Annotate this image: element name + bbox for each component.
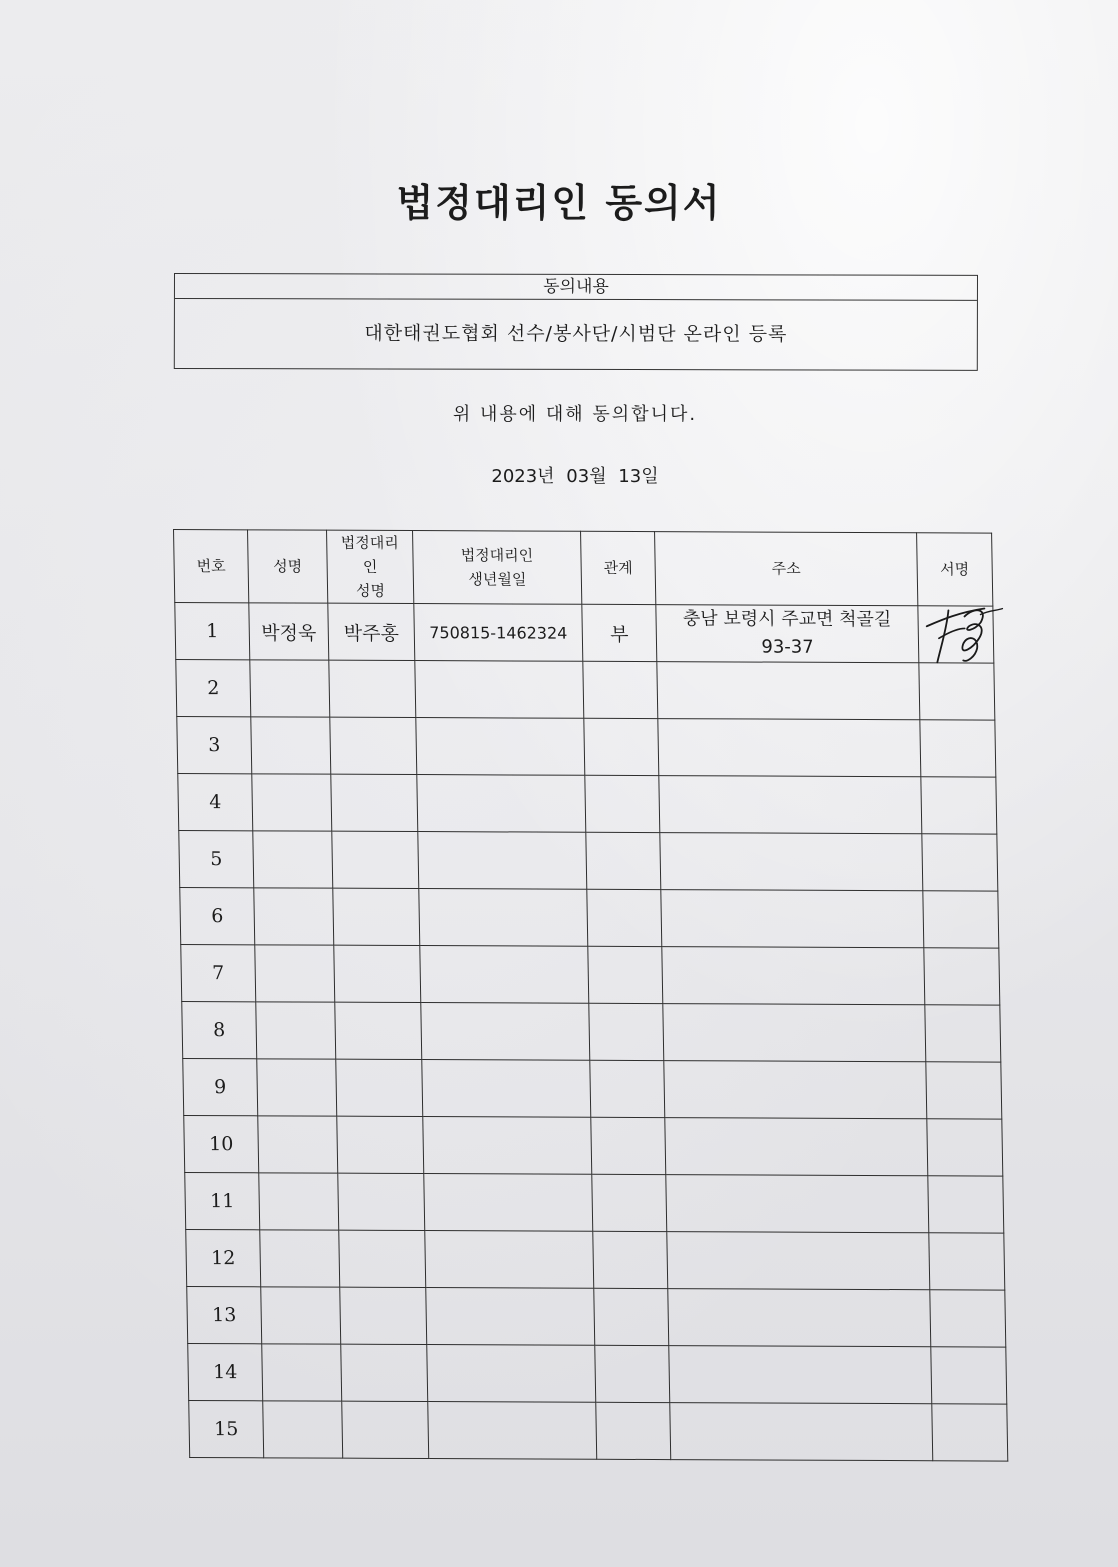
row-number: 5 [179, 830, 254, 887]
row-number: 15 [189, 1400, 264, 1457]
row-name [259, 1173, 339, 1230]
row-guardian-birth [426, 1288, 595, 1346]
row-guardian-name [337, 1116, 424, 1173]
table-row [175, 603, 994, 664]
table-row [189, 1400, 1008, 1461]
consent-date: 2023년 03월 13일 [491, 466, 659, 487]
row-signature [919, 663, 995, 720]
row-signature [921, 777, 997, 834]
row-address [664, 1061, 927, 1119]
row-relation [590, 1060, 665, 1117]
row-relation [589, 1003, 664, 1060]
row-name [256, 1002, 336, 1059]
row-guardian-name [342, 1401, 429, 1458]
row-address [660, 833, 923, 891]
table-row [185, 1172, 1004, 1233]
header-guardian-name [327, 530, 414, 603]
row-number: 14 [188, 1343, 263, 1400]
row-relation [593, 1231, 668, 1288]
row-guardian-birth [420, 946, 589, 1004]
row-relation [596, 1402, 671, 1459]
row-name [258, 1116, 338, 1173]
row-address [666, 1175, 929, 1233]
table-row [180, 887, 999, 948]
row-guardian-birth [425, 1231, 594, 1289]
row-guardian-name [329, 660, 416, 717]
row-number: 8 [182, 1001, 257, 1058]
row-name [257, 1059, 337, 1116]
table-row [184, 1115, 1003, 1176]
consent-statement: 위 내용에 대해 동의합니다. [452, 404, 698, 425]
row-guardian-name [330, 717, 417, 774]
table-row [183, 1058, 1002, 1119]
row-number: 7 [181, 944, 256, 1001]
header-guardian-name-line2: 인 [362, 557, 378, 576]
row-signature [924, 948, 1000, 1005]
row-number: 10 [184, 1115, 259, 1172]
row-number: 6 [180, 887, 255, 944]
row-signature [920, 720, 996, 777]
table-row [176, 660, 995, 721]
row-address [659, 776, 922, 834]
row-signature [925, 1005, 1001, 1062]
row-guardian-name: 박주홍 [328, 603, 415, 660]
row-relation [587, 889, 662, 946]
row-number: 9 [183, 1058, 258, 1115]
guardian-table [173, 529, 1008, 1462]
table-row [179, 830, 998, 891]
row-guardian-birth [422, 1060, 591, 1118]
row-signature [928, 1176, 1004, 1233]
row-guardian-birth [421, 1003, 590, 1061]
row-guardian-birth [428, 1402, 597, 1460]
row-relation [588, 946, 663, 1003]
header-address: 주소 [655, 532, 918, 606]
row-address [663, 1004, 926, 1062]
row-name [253, 831, 333, 888]
row-relation [592, 1174, 667, 1231]
table-row [177, 717, 996, 778]
row-number: 12 [186, 1229, 261, 1286]
row-relation [595, 1345, 670, 1402]
row-name [250, 660, 330, 717]
row-signature [923, 891, 999, 948]
row-signature [929, 1233, 1005, 1290]
table-row [182, 1001, 1001, 1062]
row-address [661, 890, 924, 948]
row-guardian-birth [415, 661, 584, 719]
row-signature [922, 834, 998, 891]
row-address [657, 662, 920, 720]
row-number: 3 [177, 717, 252, 774]
row-relation [594, 1288, 669, 1345]
row-address [670, 1403, 933, 1461]
consent-content-text: 대한태권도협회 선수/봉사단/시범단 온라인 등록 [364, 322, 788, 346]
row-signature [927, 1119, 1003, 1176]
guardian-table-wrapper [173, 529, 1007, 1462]
row-number: 2 [176, 660, 251, 717]
header-relation: 관계 [581, 531, 656, 604]
row-number: 1 [175, 603, 250, 660]
row-number: 11 [185, 1172, 260, 1229]
row-number: 4 [178, 773, 253, 830]
row-name [251, 717, 331, 774]
row-address [658, 719, 921, 777]
row-name [261, 1287, 341, 1344]
document-title: 법정대리인 동의서 [396, 181, 722, 225]
row-guardian-birth [423, 1117, 592, 1175]
row-relation [591, 1117, 666, 1174]
table-header-row [174, 530, 993, 607]
table-row [186, 1229, 1005, 1290]
header-guardian-birth [413, 531, 582, 605]
header-number: 번호 [174, 530, 249, 603]
row-guardian-name [340, 1287, 427, 1344]
row-guardian-birth [424, 1174, 593, 1232]
row-guardian-name [338, 1173, 425, 1230]
row-name [255, 945, 335, 1002]
row-signature [931, 1347, 1007, 1404]
row-guardian-birth [416, 718, 585, 776]
row-guardian-name [331, 774, 418, 831]
row-guardian-birth [417, 775, 586, 833]
row-name [254, 888, 334, 945]
row-address [656, 605, 919, 663]
table-row [188, 1343, 1007, 1404]
row-name [262, 1344, 342, 1401]
row-address [668, 1289, 931, 1347]
header-name: 성명 [248, 530, 328, 603]
row-name [260, 1230, 340, 1287]
row-address [665, 1118, 928, 1176]
row-signature [918, 606, 994, 663]
row-relation [583, 661, 658, 718]
header-guardian-name-line1: 법정대리 [340, 533, 399, 552]
table-row [181, 944, 1000, 1005]
row-guardian-birth [419, 889, 588, 947]
consent-content-box [174, 273, 978, 371]
row-guardian-birth: 750815-1462324 [414, 604, 583, 662]
row-guardian-name [341, 1344, 428, 1401]
row-relation [586, 832, 661, 889]
row-guardian-birth [427, 1345, 596, 1403]
row-address [669, 1346, 932, 1404]
row-guardian-name [333, 888, 420, 945]
row-signature [926, 1062, 1002, 1119]
row-address-line2: 93-37 [761, 636, 814, 658]
header-guardian-name-line3: 성명 [355, 581, 386, 600]
row-number: 13 [187, 1286, 262, 1343]
header-guardian-birth-line1: 법정대리인 [460, 546, 534, 565]
row-address [667, 1232, 930, 1290]
row-guardian-name [334, 945, 421, 1002]
row-name [252, 774, 332, 831]
table-row [178, 773, 997, 834]
consent-content-header: 동의내용 [175, 274, 977, 301]
table-row [187, 1286, 1006, 1347]
header-signature: 서명 [917, 533, 993, 606]
handwritten-signature-icon [918, 598, 1009, 670]
row-name [263, 1401, 343, 1458]
row-guardian-name [336, 1059, 423, 1116]
row-signature [932, 1404, 1008, 1461]
row-guardian-birth [418, 832, 587, 890]
row-address-line1: 충남 보령시 주교면 척골길 [682, 608, 892, 631]
row-name: 박정욱 [249, 603, 329, 660]
row-relation [585, 775, 660, 832]
row-guardian-name [339, 1230, 426, 1287]
row-signature [930, 1290, 1006, 1347]
header-guardian-birth-line2: 생년월일 [468, 570, 527, 589]
row-guardian-name [335, 1002, 422, 1059]
row-relation [584, 718, 659, 775]
row-relation: 부 [582, 604, 657, 661]
row-guardian-name [332, 831, 419, 888]
row-address [662, 947, 925, 1005]
